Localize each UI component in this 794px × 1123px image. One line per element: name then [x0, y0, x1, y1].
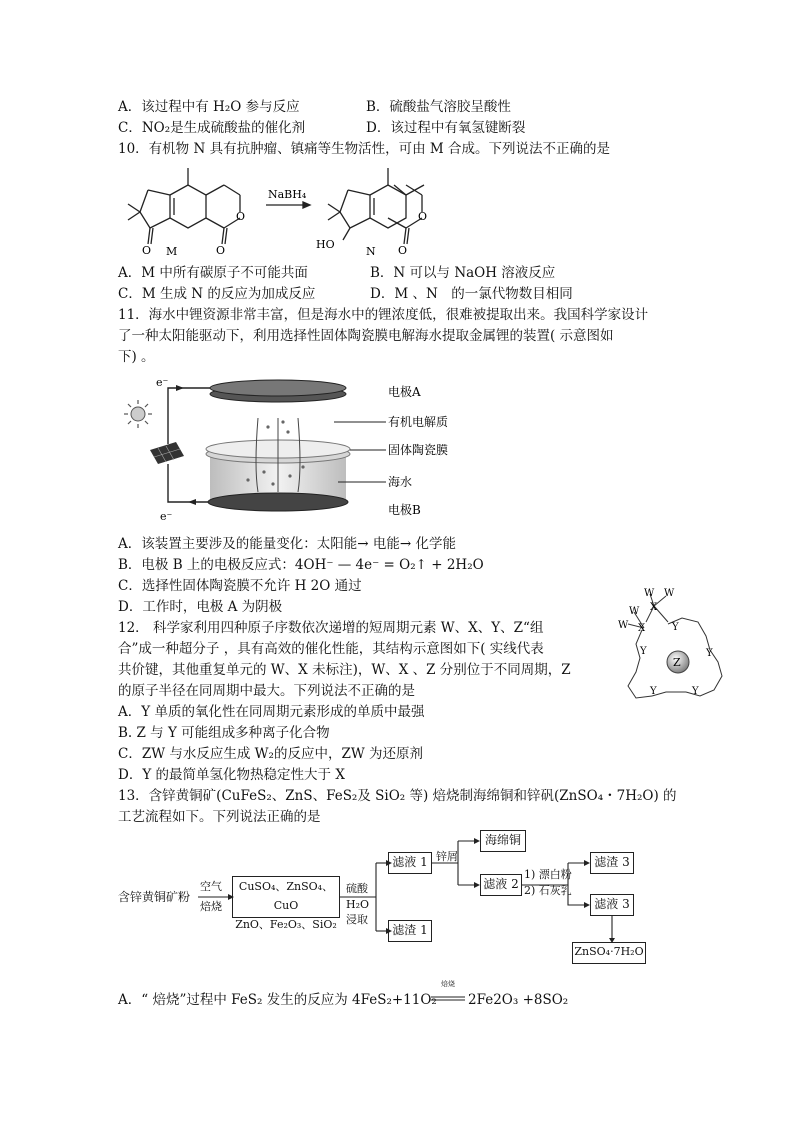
q12-stem-3: 共价键，其他重复单元的 W、X 未标注)，W、X 、Z 分别位于不同周期，Z — [118, 662, 571, 678]
label-electrode-a: 电极A — [388, 385, 421, 399]
mixture-line-2: ZnO、Fe₂O₃、SiO₂ — [235, 918, 337, 931]
q12-option-b: B. Z 与 Y 可能组成多种离子化合物 — [118, 725, 330, 741]
w-atom-3: W — [644, 588, 655, 599]
label-electrode-b: 电极B — [388, 503, 421, 517]
air-label: 空气 — [200, 880, 222, 893]
q10-stem: 10．有机物 N 具有抗肿瘤、镇痛等生物活性，可由 M 合成。下列说法不正确的是 — [118, 141, 610, 157]
residue-3-box: 滤渣 3 — [590, 852, 634, 874]
filtrate-3-box: 滤液 3 — [590, 894, 634, 916]
q13-option-a-prefix: A．“ 焙烧”过程中 FeS₂ 发生的反应为 4FeS₂+11O₂ — [118, 992, 437, 1008]
q10-option-b: B．N 可以与 NaOH 溶液反应 — [370, 265, 556, 281]
residue-1-box: 滤渣 1 — [388, 920, 432, 942]
q11-stem-2: 了一种太阳能驱动下，利用选择性固体陶瓷膜电解海水提取金属锂的装置( 示意图如 — [118, 328, 614, 344]
water-label: H₂O — [346, 898, 370, 911]
label-seawater: 海水 — [388, 475, 413, 489]
n-ring-o: O — [418, 210, 428, 223]
n-label: N — [366, 245, 376, 258]
q11-option-c: C．选择性固体陶瓷膜不允许 H 2O 通过 — [118, 578, 362, 594]
step-1-label: 1) 漂白粉 — [524, 868, 572, 881]
sun-icon — [124, 400, 152, 428]
n-hydroxyl: HO — [316, 238, 335, 251]
equals-sign — [430, 990, 466, 1004]
label-organic-electrolyte: 有机电解质 — [388, 415, 449, 429]
mixture-line-1: CuSO₄、ZnSO₄、CuO — [238, 880, 334, 912]
n-lactone-o: O — [398, 244, 408, 257]
q11-option-a: A．该装置主要涉及的能量变化：太阳能→ 电能→ 化学能 — [118, 536, 456, 552]
q12-option-a: A．Y 单质的氧化性在同周期元素形成的单质中最强 — [118, 704, 425, 720]
m-ketone-o: O — [142, 244, 152, 257]
flow-arrows — [118, 820, 678, 970]
w-atom-4: W — [664, 588, 675, 599]
sponge-copper-box: 海绵铜 — [480, 830, 526, 852]
q13-stem-1: 13．含锌黄铜矿(CuFeS₂、ZnS、FeS₂及 SiO₂ 等) 焙烧制海绵铜和锌矾(ZnSO₄・7H₂O) 的 — [118, 788, 677, 804]
electrolysis-diagram — [118, 372, 478, 530]
filtrate-1-box: 滤液 1 — [388, 852, 432, 874]
z-atom: Z — [673, 656, 681, 669]
product-box: ZnSO₄·7H₂O — [572, 942, 646, 964]
acid-label: 硫酸 — [346, 882, 368, 895]
q12-stem-1: 12． 科学家利用四种原子序数依次递增的短周期元素 W、X、Y、Z“组 — [118, 620, 544, 636]
m-ring-o: O — [236, 210, 246, 223]
solar-panel-icon — [150, 442, 184, 464]
m-label: M — [166, 245, 178, 258]
y-atom-1: Y — [672, 622, 679, 633]
reagent-label: NaBH₄ — [268, 188, 307, 201]
y-atom-2: Y — [640, 646, 647, 657]
q10-option-d: D．M 、N 的一氯代物数目相同 — [370, 286, 573, 302]
q13-option-a-products: 2Fe2O₃ +8SO₂ — [468, 992, 569, 1008]
q9-option-a: A．该过程中有 H₂O 参与反应 — [118, 99, 300, 115]
step-2-label: 2) 石灰乳 — [524, 884, 572, 897]
y-atom-5: Y — [692, 686, 699, 697]
raw-material-label: 含锌黄铜矿粉 — [118, 890, 191, 904]
supramolecule-diagram — [606, 586, 746, 718]
zinc-label: 锌屑 — [436, 850, 458, 863]
q10-option-a: A．M 中所有碳原子不可能共面 — [118, 265, 308, 281]
q12-option-c: C．ZW 与水反应生成 W₂的反应中，ZW 为还原剂 — [118, 746, 424, 762]
filtrate-2-box: 滤液 2 — [480, 874, 522, 896]
roast-label: 焙烧 — [200, 900, 222, 913]
y-atom-4: Y — [650, 686, 657, 697]
q12-stem-4: 的原子半径在同周期中最大。下列说法不正确的是 — [118, 683, 415, 699]
q12-option-d: D．Y 的最简单氢化物热稳定性大于 X — [118, 767, 345, 783]
leach-label: 浸取 — [346, 913, 368, 926]
reaction-condition: 焙烧 — [441, 980, 455, 988]
q11-stem-1: 11．海水中锂资源非常丰富，但是海水中的锂浓度低，很难被提取出来。我国科学家设计 — [118, 307, 649, 323]
q9-option-b: B．硫酸盐气溶胶呈酸性 — [366, 99, 511, 115]
electron-top: e⁻ — [156, 376, 169, 389]
w-atom-1: W — [629, 606, 640, 617]
x-atom-2: X — [638, 623, 646, 634]
q11-option-b: B．电极 B 上的电极反应式：4OH⁻ — 4e⁻ = O₂↑ + 2H₂O — [118, 557, 484, 573]
q9-option-c: C．NO₂是生成硫酸盐的催化剂 — [118, 120, 306, 136]
q9-option-d: D．该过程中有氧氢键断裂 — [366, 120, 526, 136]
label-ceramic-membrane: 固体陶瓷膜 — [388, 443, 449, 457]
q13-stem-2: 工艺流程如下。下列说法正确的是 — [118, 809, 321, 825]
q11-stem-3: 下) 。 — [118, 349, 155, 365]
electron-bottom: e⁻ — [160, 510, 173, 523]
w-atom-2: W — [618, 620, 629, 631]
q12-stem-2: 合”成一种超分子 ，具有高效的催化性能，其结构示意图如下( 实线代表 — [118, 641, 544, 657]
n-lactone-part — [398, 160, 456, 260]
q10-option-c: C．M 生成 N 的反应为加成反应 — [118, 286, 316, 302]
m-lactone-o: O — [216, 244, 226, 257]
q11-option-d: D．工作时，电极 A 为阴极 — [118, 599, 283, 615]
y-atom-3: Y — [706, 648, 713, 659]
x-atom-1: X — [650, 602, 658, 613]
